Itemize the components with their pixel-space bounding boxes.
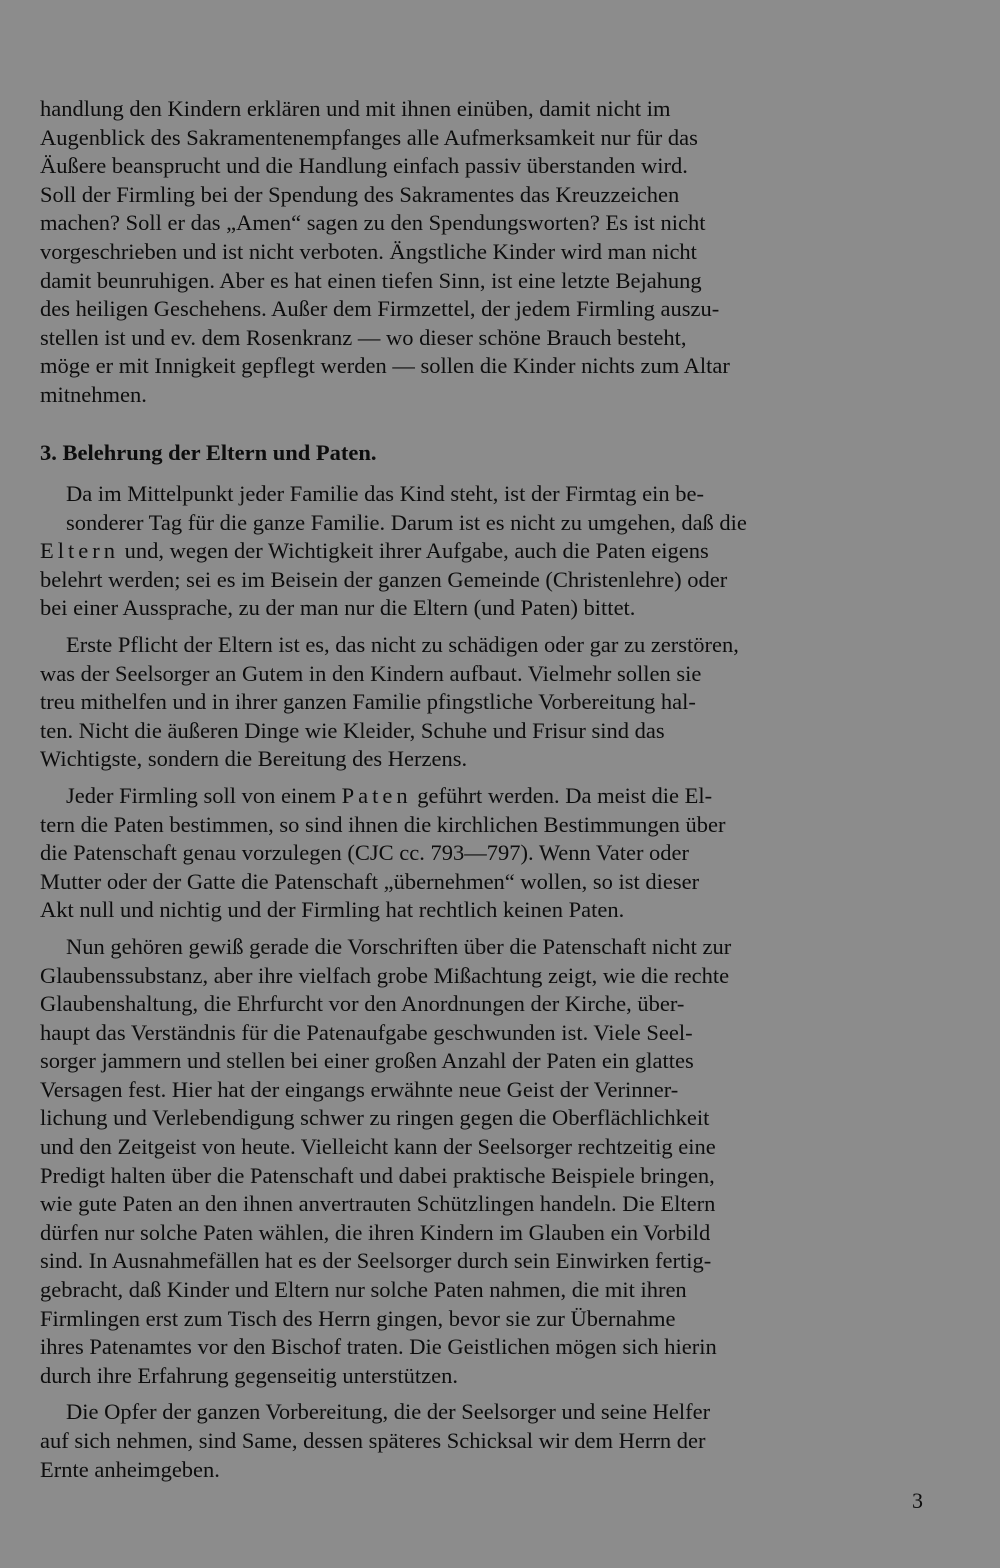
text-line: dürfen nur solche Paten wählen, die ihren Kindern im Glauben ein Vorbild (40, 1219, 711, 1245)
text-line: Nun gehören gewiß gerade die Vorschriften über die Patenschaft nicht zur (66, 933, 732, 959)
paragraph-continuation (40, 95, 932, 410)
paragraph-family-day (40, 480, 932, 623)
text-line: Soll der Firmling bei der Spendung des Sakramentes das Kreuzzeichen (40, 181, 680, 207)
section-heading: 3. Belehrung der Eltern und Paten. (40, 440, 377, 465)
text-line: durch ihre Erfahrung gegenseitig unterstützen. (40, 1362, 458, 1388)
text-line: gebracht, daß Kinder und Eltern nur solche Paten nahmen, die mit ihren (40, 1277, 687, 1303)
text-line: Eltern und, wegen der Wichtigkeit ihrer Aufgabe, auch die Paten eigens (40, 538, 709, 564)
text-line: Glaubenssubstanz, aber ihre vielfach grobe Mißachtung zeigt, wie die rechte (40, 962, 730, 988)
text-line: ten. Nicht die äußeren Dinge wie Kleider, Schuhe und Frisur sind das (40, 717, 665, 743)
paragraph-parents-duty (40, 631, 932, 774)
text-line: Akt null und nichtig und der Firmling hat rechtlich keinen Paten. (40, 897, 625, 923)
emphasis-paten: Paten (341, 782, 412, 808)
page-number: 3 (912, 1488, 923, 1513)
paragraph-sponsorship-rules (40, 933, 932, 1391)
text-line: Augenblick des Sakramentenempfanges alle Aufmerksamkeit nur für das (40, 124, 698, 150)
text-line: stellen ist und ev. dem Rosenkranz — wo dieser schöne Brauch besteht, (40, 324, 687, 350)
text-line: ihres Patenamtes vor den Bischof traten. Die Geistlichen mögen sich hierin (40, 1334, 717, 1360)
text-line: Die Opfer der ganzen Vorbereitung, die der Seelsorger und seine Helfer (66, 1399, 711, 1425)
text-line: und den Zeitgeist von heute. Vielleicht kann der Seelsorger rechtzeitig eine (40, 1134, 716, 1160)
text-line: mitnehmen. (40, 381, 147, 407)
text-line: Ernte anheimgeben. (40, 1456, 220, 1482)
text-line: auf sich nehmen, sind Same, dessen späteres Schicksal wir dem Herrn der (40, 1428, 706, 1453)
text-line: möge er mit Innigkeit gepflegt werden — sollen die Kinder nichts zum Altar (40, 353, 730, 379)
text-line: Predigt halten über die Patenschaft und dabei praktische Beispiele bringen, (40, 1162, 715, 1188)
section-body (40, 480, 932, 1492)
text-line: Wichtigste, sondern die Bereitung des Herzens. (40, 746, 468, 772)
text-line: was der Seelsorger an Gutem in den Kindern aufbaut. Vielmehr sollen sie (40, 660, 702, 686)
text-line: Mutter oder der Gatte die Patenschaft „übernehmen“ wollen, so ist dieser (40, 868, 700, 894)
paragraph-closing (40, 1398, 932, 1484)
text-line: handlung den Kindern erklären und mit ihnen einüben, damit nicht im (40, 96, 671, 121)
text-line: die Patenschaft genau vorzulegen (CJC cc. 793—797). Wenn Vater oder (40, 840, 690, 866)
text-line: Glaubenshaltung, die Ehrfurcht vor den Anordnungen der Kirche, über- (40, 991, 685, 1017)
text-line: tern die Paten bestimmen, so sind ihnen die kirchlichen Bestimmungen über (40, 811, 726, 837)
text-line: haupt das Verständnis für die Patenaufgabe geschwunden ist. Viele Seel- (40, 1019, 693, 1045)
text-line: damit beunruhigen. Aber es hat einen tiefen Sinn, ist eine letzte Bejahung (40, 267, 702, 293)
text-line: des heiligen Geschehens. Außer dem Firmzettel, der jedem Firmling auszu- (40, 296, 720, 322)
text-line: Erste Pflicht der Eltern ist es, das nicht zu schädigen oder gar zu zerstören, (66, 631, 739, 657)
text-line: machen? Soll er das „Amen“ sagen zu den Spendungsworten? Es ist nicht (40, 210, 706, 236)
text-line: belehrt werden; sei es im Beisein der ganzen Gemeinde (Christenlehre) oder (40, 566, 728, 592)
text-line: Versagen fest. Hier hat der eingangs erwähnte neue Geist der Verinner- (40, 1076, 679, 1102)
text-line: sorger jammern und stellen bei einer großen Anzahl der Paten ein glattes (40, 1048, 694, 1074)
emphasis-eltern: Eltern (40, 538, 119, 564)
text-line: sind. In Ausnahmefällen hat es der Seelsorger durch sein Einwirken fertig- (40, 1248, 712, 1274)
text-line: treu mithelfen und in ihrer ganzen Familie pfingstliche Vorbereitung hal- (40, 689, 696, 715)
text-line: Jeder Firmling soll von einem Paten geführt werden. Da meist die El- (66, 782, 713, 808)
paragraph-godparents (40, 782, 932, 925)
text-line: sonderer Tag für die ganze Familie. Darum ist es nicht zu umgehen, daß die (66, 509, 747, 535)
text-line: bei einer Aussprache, zu der man nur die Eltern (und Paten) bittet. (40, 595, 636, 621)
text-line: Da im Mittelpunkt jeder Familie das Kind steht, ist der Firmtag ein be- (66, 481, 705, 506)
text-line: Firmlingen erst zum Tisch des Herrn gingen, bevor sie zur Übernahme (40, 1305, 676, 1331)
text-line: wie gute Paten an den ihnen anvertrauten Schützlingen handeln. Die Eltern (40, 1191, 716, 1217)
text-line: Äußere beansprucht und die Handlung einfach passiv überstanden wird. (40, 153, 688, 179)
text-line: vorgeschrieben und ist nicht verboten. Ängstliche Kinder wird man nicht (40, 238, 697, 264)
text-line: lichung und Verlebendigung schwer zu ringen gegen die Oberflächlichkeit (40, 1105, 710, 1131)
